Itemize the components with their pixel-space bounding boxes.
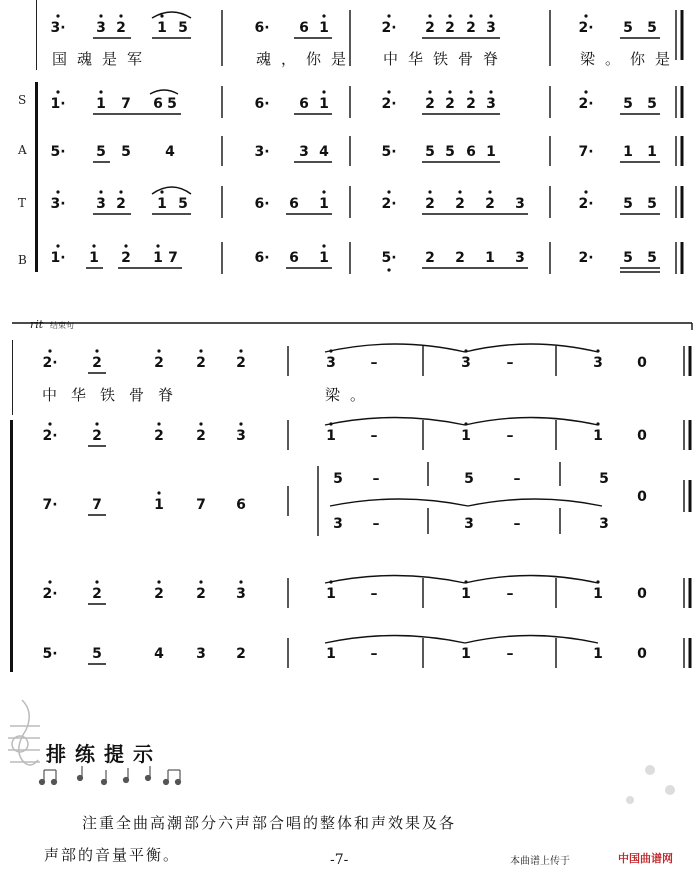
note: 2· (578, 20, 594, 36)
note: – (370, 646, 378, 662)
note: 5 (623, 96, 633, 112)
voice-label-tenor: T (18, 196, 27, 210)
note: – (506, 646, 514, 662)
note: 2 (425, 250, 435, 266)
note: 3 (461, 355, 471, 371)
note: 3 (486, 96, 496, 112)
note: 3· (50, 196, 66, 212)
note: 1 (326, 646, 336, 662)
upload-source-text: 本曲谱上传于 (510, 856, 570, 867)
note: 2 (92, 428, 102, 444)
note: 2 (425, 96, 435, 112)
note: 2 (236, 355, 246, 371)
note: 0 (637, 428, 647, 444)
note: 5 (623, 250, 633, 266)
note: 5 (178, 196, 188, 212)
note: 0 (637, 646, 647, 662)
note: 5· (381, 250, 397, 266)
note: 0 (637, 355, 647, 371)
lyric-text: 国魂是军 (52, 50, 153, 68)
note: 2 (466, 20, 476, 36)
note: 7 (168, 250, 178, 266)
note: 2· (578, 96, 594, 112)
system-2-left-barline-top (12, 340, 13, 415)
note: 7· (578, 144, 594, 160)
note: 1· (50, 250, 66, 266)
note: 2 (154, 428, 164, 444)
note: 5· (381, 144, 397, 160)
system-2-left-barline (10, 420, 13, 672)
note: 5 (623, 20, 633, 36)
note: 6· (254, 250, 270, 266)
note: 7 (92, 497, 102, 513)
note: 7· (42, 497, 58, 513)
note: 0 (637, 586, 647, 602)
note: 1 (593, 586, 603, 602)
tips-line-2: 声部的音量平衡。 (44, 846, 181, 864)
note: 2· (42, 586, 58, 602)
note: 3· (50, 20, 66, 36)
note: 1 (461, 646, 471, 662)
note: 3 (196, 646, 206, 662)
note: – (506, 428, 514, 444)
note: 1 (157, 196, 167, 212)
note: 1 (326, 586, 336, 602)
note: 3 (486, 20, 496, 36)
note: 5 (178, 20, 188, 36)
note: 1 (153, 250, 163, 266)
note: 1 (593, 646, 603, 662)
note: 1 (319, 20, 329, 36)
system-1-left-barline-top (36, 0, 37, 70)
note: 2· (578, 196, 594, 212)
note: 3 (299, 144, 309, 160)
note: 7 (121, 96, 131, 112)
note: – (370, 355, 378, 371)
note: 1 (486, 144, 496, 160)
lyric-text: 魂，你是 (256, 50, 357, 68)
note: 1· (50, 96, 66, 112)
note: 6 (153, 96, 163, 112)
note: 3 (599, 516, 609, 532)
note: 3· (254, 144, 270, 160)
note: 1 (319, 250, 329, 266)
note: – (513, 516, 521, 532)
note: 6 (299, 20, 309, 36)
note: 1 (157, 20, 167, 36)
note: 2· (381, 96, 397, 112)
note: 2· (42, 428, 58, 444)
note: 2 (485, 196, 495, 212)
lyric-text: 中华铁骨脊 (383, 50, 509, 68)
note: 2 (116, 196, 126, 212)
watermark-notes-decoration (626, 765, 675, 804)
note: 4 (319, 144, 329, 160)
note: 5 (333, 471, 343, 487)
lyric-text: 梁。 (325, 386, 376, 404)
note: 3 (96, 20, 106, 36)
note: 2 (196, 355, 206, 371)
note: 1 (647, 144, 657, 160)
note: 6 (466, 144, 476, 160)
note: – (506, 586, 514, 602)
note: 5 (167, 96, 177, 112)
lyric-text: 梁。你是 (580, 50, 681, 68)
note: 2 (92, 355, 102, 371)
page-number: -7- (330, 852, 349, 868)
note: 2 (116, 20, 126, 36)
note: – (372, 516, 380, 532)
note: 6· (254, 96, 270, 112)
note: 2 (154, 355, 164, 371)
note: 5 (599, 471, 609, 487)
note: 1 (461, 586, 471, 602)
site-logo[interactable]: 中国曲谱网 (618, 852, 673, 865)
note: 1 (485, 250, 495, 266)
note: 5 (464, 471, 474, 487)
note: 2 (92, 586, 102, 602)
note: 1 (96, 96, 106, 112)
note: 2· (381, 196, 397, 212)
note: 2 (121, 250, 131, 266)
note: 1 (326, 428, 336, 444)
note: 5 (647, 196, 657, 212)
note: 3 (333, 516, 343, 532)
note: 4 (154, 646, 164, 662)
note: – (513, 471, 521, 487)
note: 5 (121, 144, 131, 160)
note: 5 (647, 250, 657, 266)
note: 3 (326, 355, 336, 371)
note: – (372, 471, 380, 487)
music-notes-decoration (40, 766, 181, 785)
note: 1 (319, 96, 329, 112)
note: 6 (299, 96, 309, 112)
note: 1 (623, 144, 633, 160)
note: 2 (425, 196, 435, 212)
note: 2 (425, 20, 435, 36)
note: 2 (466, 96, 476, 112)
rit-note: 结束句 (50, 321, 74, 330)
note: 2 (455, 196, 465, 212)
note: 2 (445, 96, 455, 112)
note: 5 (96, 144, 106, 160)
note: 3 (515, 250, 525, 266)
note: 7 (196, 497, 206, 513)
note: 1 (89, 250, 99, 266)
note: – (506, 355, 514, 371)
note: 5· (42, 646, 58, 662)
note: 5 (425, 144, 435, 160)
rit-marking: rit (30, 318, 44, 331)
note: 5 (92, 646, 102, 662)
note: 1 (593, 428, 603, 444)
tips-title: 排练提示 (46, 742, 162, 766)
note: 6 (236, 497, 246, 513)
system-1-left-barline (35, 82, 38, 272)
note: 5 (647, 96, 657, 112)
note: 2 (154, 586, 164, 602)
tips-line-1: 注重全曲高潮部分六声部合唱的整体和声效果及各 (82, 814, 457, 832)
note: 2· (578, 250, 594, 266)
note: 2 (236, 646, 246, 662)
note: 6· (254, 20, 270, 36)
note: 3 (96, 196, 106, 212)
note: 5 (623, 196, 633, 212)
note: 3 (236, 586, 246, 602)
voice-label-alto: A (18, 143, 27, 157)
note: 1 (154, 497, 164, 513)
note: 2 (196, 586, 206, 602)
note: – (370, 428, 378, 444)
treble-clef-decoration (8, 700, 40, 765)
note: 3 (464, 516, 474, 532)
note: 3 (593, 355, 603, 371)
note: 5 (445, 144, 455, 160)
note: 1 (319, 196, 329, 212)
note: 2· (381, 20, 397, 36)
note: 4 (165, 144, 175, 160)
note: 2 (455, 250, 465, 266)
note: 6 (289, 250, 299, 266)
lyric-text: 中华铁骨脊 (42, 386, 188, 404)
note: 2 (196, 428, 206, 444)
voice-label-bass: B (18, 253, 27, 267)
note: 1 (461, 428, 471, 444)
voice-label-soprano: S (18, 93, 27, 107)
note: 6· (254, 196, 270, 212)
note: 3 (515, 196, 525, 212)
note: 2 (445, 20, 455, 36)
note: 5 (647, 20, 657, 36)
note: 0 (637, 489, 647, 505)
note: – (370, 586, 378, 602)
note: 3 (236, 428, 246, 444)
note: 6 (289, 196, 299, 212)
note: 2· (42, 355, 58, 371)
note: 5· (50, 144, 66, 160)
